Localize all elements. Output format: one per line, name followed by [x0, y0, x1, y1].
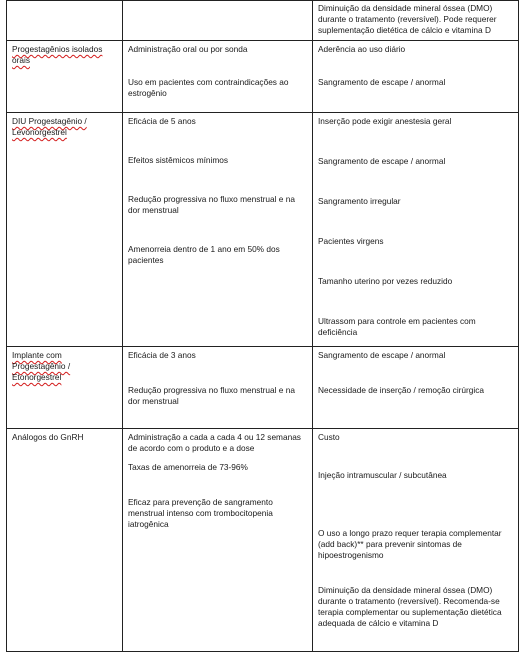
table-row — [7, 113, 519, 347]
treatment-cell — [7, 347, 123, 429]
advantage-item: Administração a cada a cada 4 ou 12 semanas de acordo com o produto e a dose — [128, 432, 301, 453]
disadvantage-item: Ultrassom para controle em pacientes com deficiência — [318, 316, 476, 337]
treatment-name: Implante com Progestagênio / Etonorgestrel — [12, 350, 71, 382]
disadvantage-item: Custo — [318, 432, 340, 442]
advantage-item: Eficácia de 3 anos — [128, 350, 196, 360]
advantage-item: Redução progressiva no fluxo menstrual e na dor menstrual — [128, 194, 295, 215]
treatment-cell — [7, 1, 123, 41]
advantage-item: Uso em pacientes com contraindicações ao estrogênio — [128, 77, 289, 98]
advantage-item: Eficácia de 5 anos — [128, 116, 196, 126]
treatment-name: DIU Progestagênio / Levonorgestrel — [12, 116, 87, 137]
advantages-cell — [123, 41, 313, 113]
advantages-cell — [123, 113, 313, 347]
treatment-name: Progestagênios isolados orais — [12, 44, 103, 65]
treatment-comparison-table — [6, 0, 519, 652]
disadvantage-item: Tamanho uterino por vezes reduzido — [318, 276, 453, 286]
disadvantages-cell — [313, 429, 519, 652]
advantage-item: Eficaz para prevenção de sangramento menstrual intenso com trombocitopenia iatrogênica — [128, 497, 273, 529]
disadvantage-item: Diminuição da densidade mineral óssea (DMO) durante o tratamento (reversível). Pode requerer suplementação dietética de cálcio e vitamina D — [318, 3, 497, 35]
table-row — [7, 1, 519, 41]
advantages-cell — [123, 429, 313, 652]
advantages-cell — [123, 1, 313, 41]
treatment-cell — [7, 113, 123, 347]
disadvantage-item: Inserção pode exigir anestesia geral — [318, 116, 452, 126]
disadvantage-item: Diminuição da densidade mineral óssea (DMO) durante o tratamento (reversível). Recomenda-se terapia complementar ou suplementação dietética adequada de cálcio e vitamina D — [318, 585, 502, 628]
disadvantage-item: Injeção intramuscular / subcutânea — [318, 470, 447, 480]
advantage-item: Administração oral ou por sonda — [128, 44, 248, 54]
disadvantage-item: O uso a longo prazo requer terapia complementar (add back)** para prevenir sintomas de hipoestrogenismo — [318, 528, 502, 560]
disadvantages-cell — [313, 113, 519, 347]
treatment-name: Análogos do GnRH — [12, 432, 84, 442]
advantage-item: Taxas de amenorreia de 73-96% — [128, 462, 248, 472]
advantages-cell — [123, 347, 313, 429]
table-row — [7, 41, 519, 113]
disadvantages-cell — [313, 347, 519, 429]
disadvantage-item: Pacientes virgens — [318, 236, 384, 246]
disadvantage-item: Aderência ao uso diário — [318, 44, 406, 54]
treatment-cell — [7, 41, 123, 113]
disadvantage-item: Sangramento de escape / anormal — [318, 350, 446, 360]
advantage-item: Efeitos sistêmicos mínimos — [128, 155, 229, 165]
table-row — [7, 347, 519, 429]
advantage-item: Redução progressiva no fluxo menstrual e na dor menstrual — [128, 385, 295, 406]
disadvantage-item: Sangramento de escape / anormal — [318, 77, 446, 87]
disadvantage-item: Sangramento irregular — [318, 196, 401, 206]
disadvantages-cell — [313, 41, 519, 113]
disadvantages-cell — [313, 1, 519, 41]
disadvantage-item: Sangramento de escape / anormal — [318, 156, 446, 166]
disadvantage-item: Necessidade de inserção / remoção cirúrgica — [318, 385, 485, 395]
advantage-item: Amenorreia dentro de 1 ano em 50% dos pacientes — [128, 244, 280, 265]
table-row — [7, 429, 519, 652]
treatment-cell — [7, 429, 123, 652]
